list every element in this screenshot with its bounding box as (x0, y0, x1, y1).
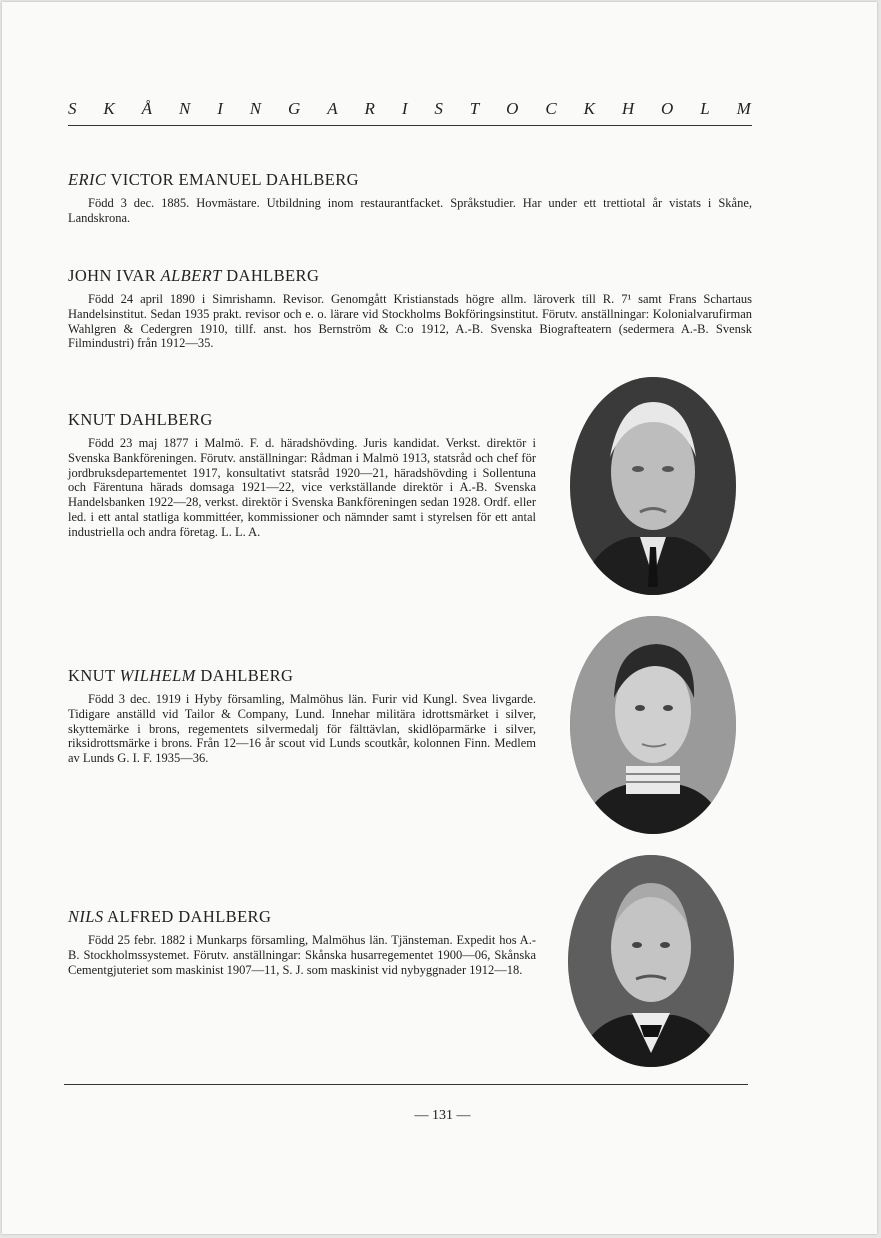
header-letter: K (583, 99, 596, 118)
header-letter: M (736, 99, 752, 118)
header-letter: N (178, 99, 192, 118)
entry-eric-dahlberg (68, 170, 752, 226)
header-letter: C (545, 99, 558, 118)
header-letter: Å (141, 99, 154, 118)
footer-rule (64, 1084, 748, 1085)
entry-text: Född 3 dec. 1919 i Hyby församling, Malmöhus län. Furir vid Kungl. Svea livgarde. Tidigare anställd vid Tailor & Company, Lund. Innehar militära idrottsmärket i silver, skyttemärke i brons, regementets silvermedalj för fälttävlan, skidlöparmärke i silver, riksidrottsmärke i brons. Från 12—16 år scout vid Lunds scoutkår, kolonnen Finn. Medlem av Lunds G. I. F. 1935—36. (68, 692, 536, 766)
header-letter: N (249, 99, 263, 118)
header-letter: S (68, 99, 78, 118)
running-header (68, 98, 752, 120)
entry-knut-dahlberg (68, 410, 536, 540)
header-letter: L (700, 99, 711, 118)
header-letter: G (288, 99, 302, 118)
header-letter: R (364, 99, 376, 118)
header-letter: O (661, 99, 675, 118)
entry-john-dahlberg (68, 266, 752, 351)
header-letter: O (506, 99, 520, 118)
entry-nils-dahlberg (68, 907, 536, 977)
entry-text: Född 3 dec. 1885. Hovmästare. Utbildning inom restaurantfacket. Språkstudier. Har under ett trettiotal år vistats i Skåne, Landskrona. (68, 196, 752, 225)
entry-text: Född 25 febr. 1882 i Munkarps församling, Malmöhus län. Tjänsteman. Expedit hos A.-B. Stockholmssystemet. Förutv. anställningar: Skånska husarregementet 1900—06, Skånska Cementgjuteriet som maskinist 1907—11, S. J. som maskinist vid nybyggnader 1912—18. (68, 933, 536, 977)
portrait-knut-wilhelm-dahlberg (570, 616, 736, 834)
header-letter: H (621, 99, 636, 118)
entry-name: KNUT DAHLBERG (68, 410, 213, 429)
portrait-knut-dahlberg (570, 377, 736, 595)
entry-knut-wilhelm-dahlberg (68, 666, 536, 766)
document-page (2, 2, 877, 1234)
header-rule (68, 125, 752, 126)
header-letter: S (434, 99, 444, 118)
header-letter: I (217, 99, 224, 118)
entry-name: NILS ALFRED DAHLBERG (68, 907, 272, 926)
entry-name: KNUT WILHELM DAHLBERG (68, 666, 294, 685)
header-letter: K (103, 99, 116, 118)
header-letter: A (327, 99, 339, 118)
entry-name: ERIC VICTOR EMANUEL DAHLBERG (68, 170, 359, 189)
header-letter: I (401, 99, 409, 118)
header-letter: T (469, 99, 481, 118)
entry-text: Född 24 april 1890 i Simrishamn. Revisor. Genomgått Kristianstads högre allm. läroverk till R. 7¹ samt Frans Schartaus Handelsinstitut. Sedan 1935 prakt. revisor och e. o. lärare vid Stockholms Bokföringsinstitut. Förutv. anställningar: Kolonialvarufirman Wahlgren & Cedergren 1910, tillf. anst. hos Bernström & C:o 1912, A.-B. Svenska Biografteatern (sedermera A.-B. Svensk Filmindustri) från 1912—35. (68, 292, 752, 351)
portrait-nils-dahlberg (568, 855, 734, 1067)
entry-text: Född 23 maj 1877 i Malmö. F. d. häradshövding. Juris kandidat. Verkst. direktör i Svenska Bankföreningen. Förutv. anställningar: Rådman i Malmö 1913, statsråd och chef för jordbruksdepartementet 1917, konsultativt statsråd 1920—21, häradshövding i Sollentuna och Färentuna härads domsaga 1921—22, vice verkställande direktör i A.-B. Svenska Handelsbanken 1922—28, verkst. direktör i Svenska Bankföreningen sedan 1928. Ordf. eller led. i ett antal statliga kommittéer, kommissioner och nämnder samt i styrelsen för ett antal industriella och andra företag. L. L. A. (68, 436, 536, 539)
page-number: — 131 — (414, 1108, 471, 1123)
entry-name: JOHN IVAR ALBERT DAHLBERG (68, 266, 320, 285)
